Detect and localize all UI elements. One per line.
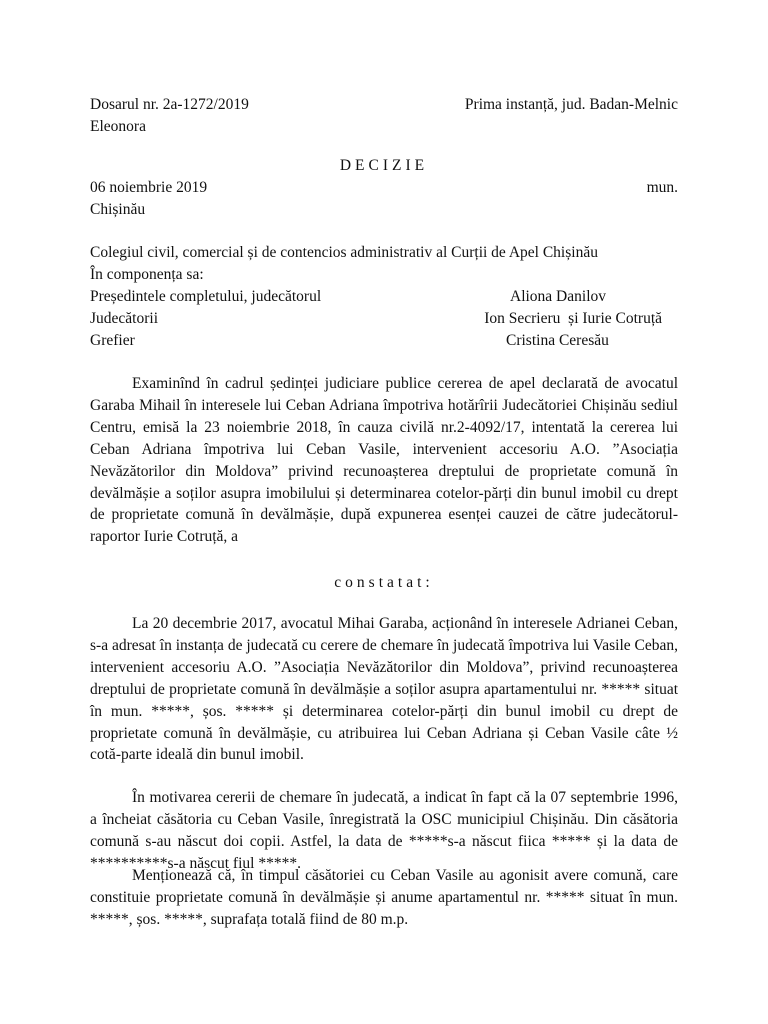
constatat-heading: constatat: [334,574,434,591]
judges-label: Judecătorii [90,310,159,327]
case-number: Dosarul nr. 2a-1272/2019 [90,96,249,113]
clerk-label: Grefier [90,332,135,349]
first-instance: Prima instanță, jud. Badan-Melnic [464,96,678,113]
first-instance-continued: Eleonora [90,118,146,135]
document-title: DECIZIE [339,157,429,174]
clerk-name: Cristina Ceresău [506,332,609,349]
composition-label: În componența sa: [90,266,204,283]
judges-names: Ion Secrieru și Iurie Cotruță [484,310,662,327]
intro-paragraph: Examinînd în cadrul ședinței judiciare publice cererea de apel declarată de avocatul Garaba Mihail în interesele lui Ceban Adriana împotriva hotărîrii Judecătoriei Chișinău sediul Centru, emisă la 23 noiembrie 2018, în cauza civilă nr.2-4092/17, intentată la cererea lui Ceban Adriana împotriva lui Ceban Vasile, intervenient accesoriu A.O. ”Asociația Nevăzătorilor din Moldova” privind recunoașterea dreptului de proprietate comună în devălmășie a soților asupra imobilului și determinarea cotelor-părți din bunul imobil cu drept de proprietate comună în devălmășie, după expunerea esenței cauzei de către judecătorul-raportor Iurie Cotruță, a [90,375,678,546]
president-name: Aliona Danilov [510,288,606,305]
paragraph-assets: Menționează că, în timpul căsătoriei cu Ceban Vasile au agonisit avere comună, care constituie proprietate comună în devălmășie și anume apartamentul nr. ***** situat în mun. *****, șos. *****, suprafața totală fiind de 80 m.p. [90,867,678,928]
paragraph-motivation: În motivarea cererii de chemare în judecată, a indicat în fapt că la 07 septembrie 1996, a încheiat căsătoria cu Ceban Vasile, înregistrată la OSC municipiul Chișinău. Din căsătoria comună s-au născut doi copii. Astfel, la data de *****s-a născut fiica ***** și la data de **********s-a născut fiul *****. [90,789,678,872]
decision-place: Chișinău [90,201,146,218]
place-prefix: mun. [646,179,678,196]
paragraph-claim: La 20 decembrie 2017, avocatul Mihai Garaba, acționând în interesele Adrianei Ceban, s-a adresat în instanța de judecată cu cerere de chemare în judecată împotriva lui Vasile Ceban, intervenient accesoriu A.O. ”Asociația Nevăzătorilor din Moldova”, privind recunoașterea dreptului de proprietate comună în devălmășie a soților asupra apartamentului nr. ***** situat în mun. *****, șos. ***** și determinarea cotelor-părți din bunul imobil cu drept de proprietate comună în devălmășie, cu atribuirea lui Ceban Adriana și Ceban Vasile câte ½ cotă-parte ideală din bunul imobil. [90,615,678,764]
decision-date: 06 noiembrie 2019 [90,179,208,196]
president-label: Președintele completului, judecătorul [90,288,322,305]
court-college: Colegiul civil, comercial și de contencios administrativ al Curții de Apel Chișinău [90,244,598,261]
